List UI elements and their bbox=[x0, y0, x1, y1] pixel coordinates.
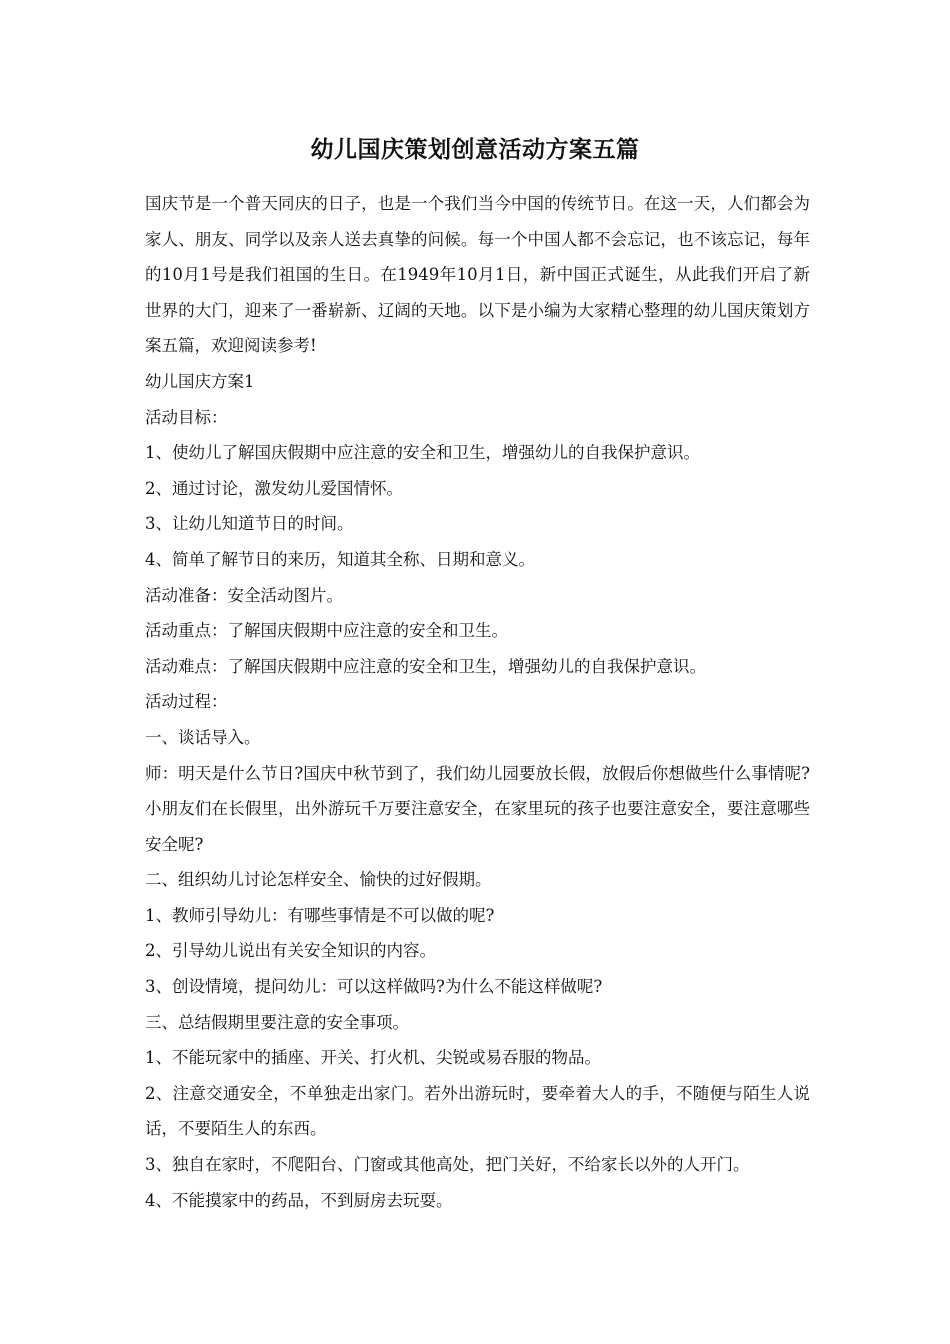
safety-item: 2、注意交通安全，不单独走出家门。若外出游玩时，要牵着大人的手，不随便与陌生人说话，不要陌生人的东西。 bbox=[145, 1083, 810, 1139]
activity-process-heading: 活动过程： bbox=[145, 692, 228, 712]
discussion-item: 2、引导幼儿说出有关安全知识的内容。 bbox=[145, 941, 436, 961]
goal-item: 4、简单了解节日的来历，知道其全称、日期和意义。 bbox=[145, 549, 535, 569]
activity-goals-heading: 活动目标： bbox=[145, 407, 228, 427]
goal-item: 1、使幼儿了解国庆假期中应注意的安全和卫生，增强幼儿的自我保护意识。 bbox=[145, 443, 700, 463]
safety-item: 4、不能摸家中的药品，不到厨房去玩耍。 bbox=[145, 1190, 453, 1210]
activity-preparation: 活动准备：安全活动图片。 bbox=[145, 585, 343, 605]
goal-item: 2、通过讨论，激发幼儿爱国情怀。 bbox=[145, 478, 403, 498]
safety-item: 3、独自在家时，不爬阳台、门窗或其他高处，把门关好，不给家长以外的人开门。 bbox=[145, 1155, 750, 1175]
step-heading: 一、谈话导入。 bbox=[145, 727, 261, 747]
section-heading-plan-1: 幼儿国庆方案1 bbox=[145, 371, 255, 391]
activity-focus: 活动重点：了解国庆假期中应注意的安全和卫生。 bbox=[145, 621, 508, 641]
activity-difficulty: 活动难点：了解国庆假期中应注意的安全和卫生，增强幼儿的自我保护意识。 bbox=[145, 656, 706, 676]
goal-item: 3、让幼儿知道节日的时间。 bbox=[145, 514, 354, 534]
step-heading: 三、总结假期里要注意的安全事项。 bbox=[145, 1012, 409, 1032]
document-title: 幼儿国庆策划创意活动方案五篇 bbox=[310, 136, 640, 163]
discussion-item: 1、教师引导幼儿：有哪些事情是不可以做的呢? bbox=[145, 905, 495, 925]
discussion-item: 3、创设情境，提问幼儿：可以这样做吗?为什么不能这样做呢? bbox=[145, 977, 603, 997]
step-heading: 二、组织幼儿讨论怎样安全、愉快的过好假期。 bbox=[145, 870, 492, 890]
intro-paragraph: 国庆节是一个普天同庆的日子，也是一个我们当今中国的传统节日。在这一天，人们都会为家人、朋友、同学以及亲人送去真挚的问候。每一个中国人都不会忘记，也不该忘记，每年的10月1号是我们祖国的生日。在1949年10月1日，新中国正式诞生，从此我们开启了新世界的大门，迎来了一番崭新、辽阔的天地。以下是小编为大家精心整理的幼儿国庆策划方案五篇，欢迎阅读参考! bbox=[145, 194, 810, 356]
teacher-dialogue-paragraph: 师：明天是什么节日?国庆中秋节到了，我们幼儿园要放长假，放假后你想做些什么事情呢?小朋友们在长假里，出外游玩千万要注意安全，在家里玩的孩子也要注意安全，要注意哪些安全呢? bbox=[145, 763, 810, 854]
document-body bbox=[145, 186, 810, 1218]
safety-item: 1、不能玩家中的插座、开关、打火机、尖锐或易吞服的物品。 bbox=[145, 1048, 601, 1068]
